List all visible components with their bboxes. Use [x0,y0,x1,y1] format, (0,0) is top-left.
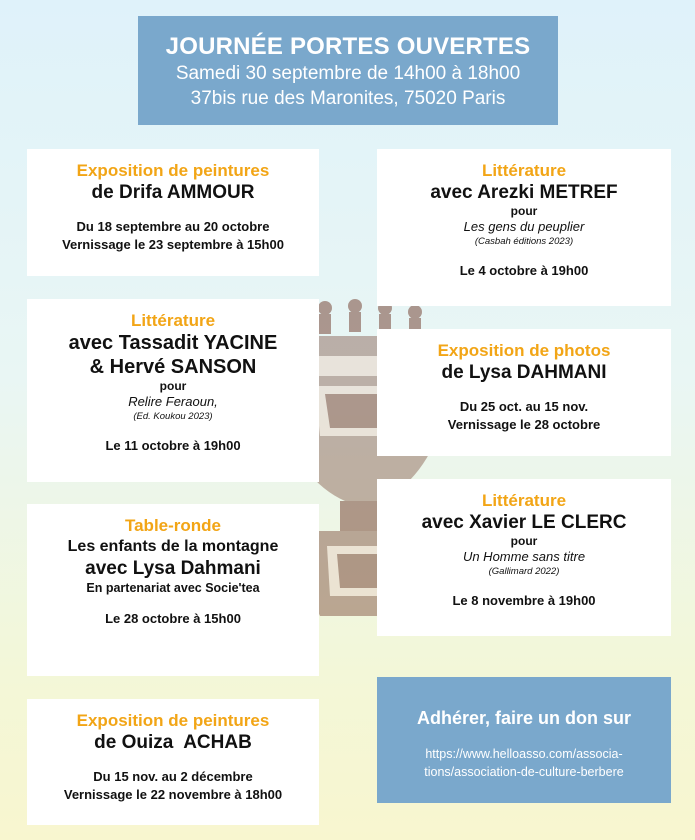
card-book: Les gens du peuplier [463,219,585,234]
card-publisher: (Gallimard 2022) [488,566,560,577]
card-vernissage: Vernissage le 23 septembre à 15h00 [62,237,284,252]
event-card-ammour [27,149,319,276]
card-dates: Du 18 septembre au 20 octobre [76,219,270,234]
card-artist: de Drifa AMMOUR [91,182,255,203]
card-category: Table-ronde [124,516,222,535]
event-card-le-clerc [377,479,671,636]
event-card-yacine [27,299,319,482]
card-category: Exposition de peintures [76,711,270,730]
card-book: Un Homme sans titre [462,549,586,564]
card-book: Relire Feraoun, [128,394,218,409]
card-pour: pour [159,379,187,393]
event-header [138,16,558,125]
card-vernissage: Vernissage le 22 novembre à 18h00 [63,787,283,802]
card-author: avec Xavier LE CLERC [421,512,627,533]
card-guest: avec Lysa Dahmani [85,558,261,579]
card-date: Le 8 novembre à 19h00 [452,593,596,608]
card-pour: pour [510,534,538,548]
card-artist: de Lysa DAHMANI [441,362,607,383]
card-category: Exposition de photos [437,341,611,360]
event-card-dahmani-photos [377,329,671,456]
event-card-metref [377,149,671,306]
card-category: Exposition de peintures [76,161,270,180]
card-artist: de Ouiza ACHAB [94,732,252,753]
donate-title: Adhérer, faire un don sur [416,708,632,728]
card-date: Le 4 octobre à 19h00 [459,263,589,278]
event-card-achab [27,699,319,825]
card-vernissage: Vernissage le 28 octobre [447,417,601,432]
header-address: 37bis rue des Maronites, 75020 Paris [190,88,506,109]
card-publisher: (Ed. Koukou 2023) [133,411,213,422]
donate-url-line-2[interactable]: tions/association-de-culture-berbere [424,765,624,779]
card-pour: pour [510,204,538,218]
header-title: JOURNÉE PORTES OUVERTES [165,33,531,60]
donate-link[interactable] [377,745,671,781]
card-dates: Du 25 oct. au 15 nov. [459,399,589,414]
card-category: Littérature [481,491,567,510]
card-author-2: & Hervé SANSON [89,356,257,378]
donate-box [377,677,671,803]
card-date: Le 11 octobre à 19h00 [105,438,241,453]
card-author-1: avec Tassadit YACINE [68,332,278,354]
donate-url-line-1[interactable]: https://www.helloasso.com/associa- [425,747,623,761]
card-category: Littérature [130,311,216,330]
card-publisher: (Casbah éditions 2023) [474,236,574,247]
event-card-table-ronde [27,504,319,676]
card-author: avec Arezki METREF [430,182,618,203]
card-partner: En partenariat avec Socie'tea [86,581,260,595]
card-dates: Du 15 nov. au 2 décembre [93,769,253,784]
card-category: Littérature [481,161,567,180]
card-date: Le 28 octobre à 15h00 [105,611,241,626]
header-date: Samedi 30 septembre de 14h00 à 18h00 [175,63,521,84]
card-title: Les enfants de la montagne [67,538,279,555]
